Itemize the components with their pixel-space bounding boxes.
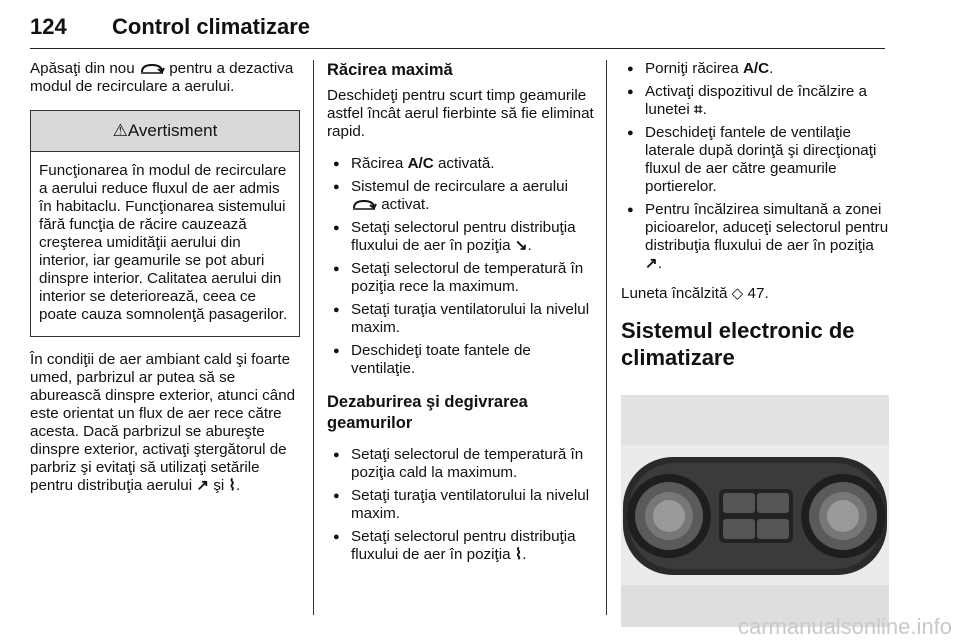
warning-body: Funcţionarea în modul de recirculare a aerului reduce fluxul de aer admis în habitaclu. Funcţionarea sistemului fără funcţia de răcire cauzează creşterea umidităţii aerului din interior, iar geamurile se pot aburi dinspre interior. Calitatea aerului din interior se deteriorează, ceea ce poate cauza somnolenţă pasagerilor. [39, 162, 288, 323]
list-item: ● Setaţi selectorul de temperatură în poziţia cald la maximum. [327, 446, 595, 482]
list-item: ● Setaţi turaţia ventilatorului la nivelul maxim. [327, 487, 595, 523]
defrost-icon: ⌇ [228, 477, 236, 494]
warning-box [30, 110, 300, 337]
cross-reference: Luneta încălzită ◇ 47. [621, 285, 769, 302]
list-item: ● Răcirea A/C activată. [327, 155, 595, 173]
list-item: ● Setaţi selectorul de temperatură în poziţia rece la maximum. [327, 260, 595, 296]
list-item: ● Deschideţi fantele de ventilaţie laterale după dorinţă şi direcţionaţi fluxul de aer către geamurile portierelor. [621, 124, 889, 196]
recirculation-icon [139, 63, 165, 75]
max-cooling-intro: Deschideţi pentru scurt timp geamurile astfel încât aerul fierbinte să fie eliminat rapid. [327, 87, 594, 140]
climate-panel-illustration [621, 395, 889, 627]
column-divider [313, 60, 314, 615]
rear-window-heater-icon: ⌗ [694, 101, 703, 118]
list-item: ● Setaţi selectorul pentru distribuţia fluxului de aer în poziţia ↘. [327, 219, 595, 255]
warning-title: Avertisment [127, 121, 218, 140]
column-2 [327, 60, 595, 576]
recirculation-icon [351, 199, 377, 211]
climate-control-panel-photo [621, 395, 889, 627]
list-item: ● Activaţi dispozitivul de încălzire a lunetei ⌗. [621, 83, 889, 119]
list-item: ● Sistemul de recirculare a aerului activat. [327, 178, 595, 214]
list-item: ● Pentru încălzirea simultană a zonei picioarelor, aduceţi selectorul pentru distribuţia fluxului de aer în poziţia ↗. [621, 201, 889, 273]
page-title: Control climatizare [112, 14, 311, 39]
list-item: ● Setaţi turaţia ventilatorului la nivelul maxim. [327, 301, 595, 337]
list-item: ● Porniţi răcirea A/C. [621, 60, 889, 78]
list-item: ● Setaţi selectorul pentru distribuţia fluxului de aer în poziţia ⌇. [327, 528, 595, 564]
windshield-airflow-icon: ↗ [196, 477, 210, 494]
face-airflow-icon: ↘ [514, 237, 528, 254]
electronic-climate-heading: Sistemul electronic de climatizare [621, 318, 855, 370]
defog-heading: Dezaburirea şi degivrarea geamurilor [327, 393, 528, 432]
defog-list [327, 446, 595, 564]
column-divider [606, 60, 607, 615]
column-3 [621, 60, 889, 627]
page-number: 124 [30, 14, 67, 39]
warning-header [31, 111, 299, 152]
warning-icon: ⚠ [112, 121, 128, 140]
page-header [30, 6, 885, 49]
recirculation-paragraph: Apăsaţi din nou pentru a dezactiva modul de recirculare a aerului. [30, 60, 294, 95]
defrost-icon: ⌇ [514, 546, 523, 563]
defog-list-continued [621, 60, 889, 273]
windshield-footwell-icon: ↗ [645, 255, 658, 272]
list-item: ● Deschideţi toate fantele de ventilaţie. [327, 342, 595, 378]
reference-arrow-icon: ◇ [731, 285, 744, 302]
watermark: carmanualsonline.info [737, 614, 952, 639]
max-cooling-list [327, 155, 595, 378]
fogging-paragraph: În condiţii de aer ambiant cald şi foarte umed, parbrizul ar putea să se aburească dinspre exterior, atunci când este orientat un flux de aer rece către acesta. Dacă parbrizul se abureşte dinspre exterior, activaţi ştergătorul de parbriz şi evitaţi să utilizaţi setările pentru distribuţia aerului ↗ şi ⌇. [30, 351, 296, 494]
max-cooling-heading: Răcirea maximă [327, 61, 453, 79]
column-1 [30, 60, 300, 509]
